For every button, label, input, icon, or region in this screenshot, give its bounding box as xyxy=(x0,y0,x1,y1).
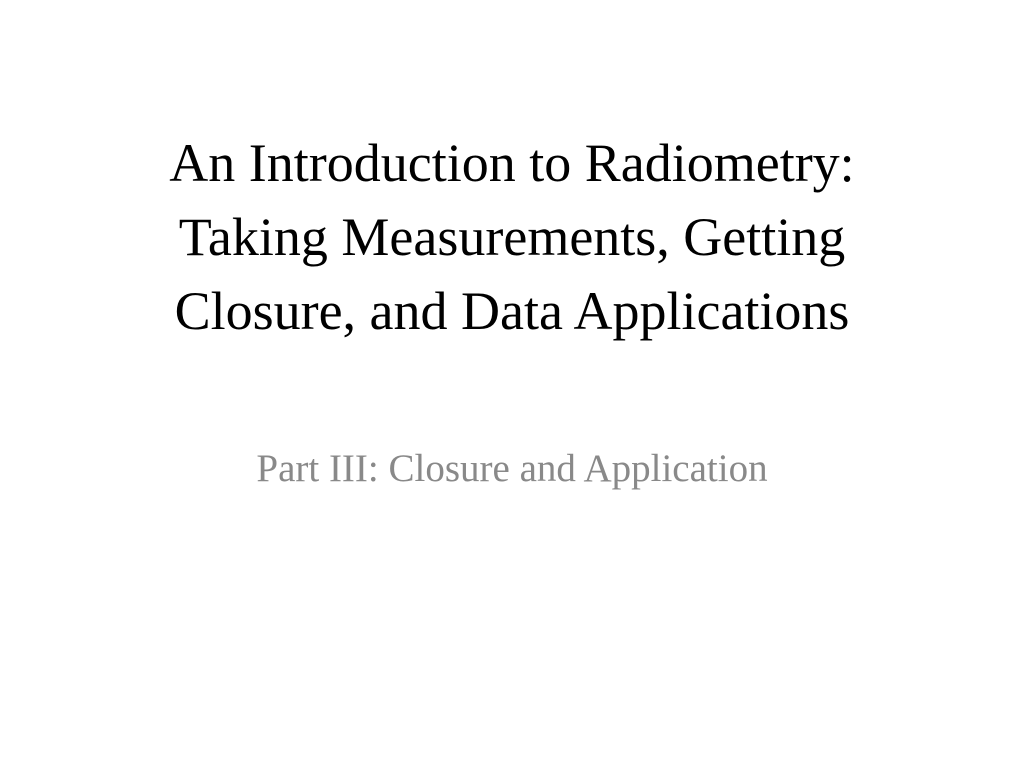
slide-title xyxy=(60,126,964,348)
slide-title-line-1: An Introduction to Radiometry: xyxy=(169,133,855,193)
slide-subtitle: Part III: Closure and Application xyxy=(256,447,768,490)
slide-title-line-3: Closure, and Data Applications xyxy=(174,281,850,341)
slide-title-line-2: Taking Measurements, Getting xyxy=(178,207,846,267)
